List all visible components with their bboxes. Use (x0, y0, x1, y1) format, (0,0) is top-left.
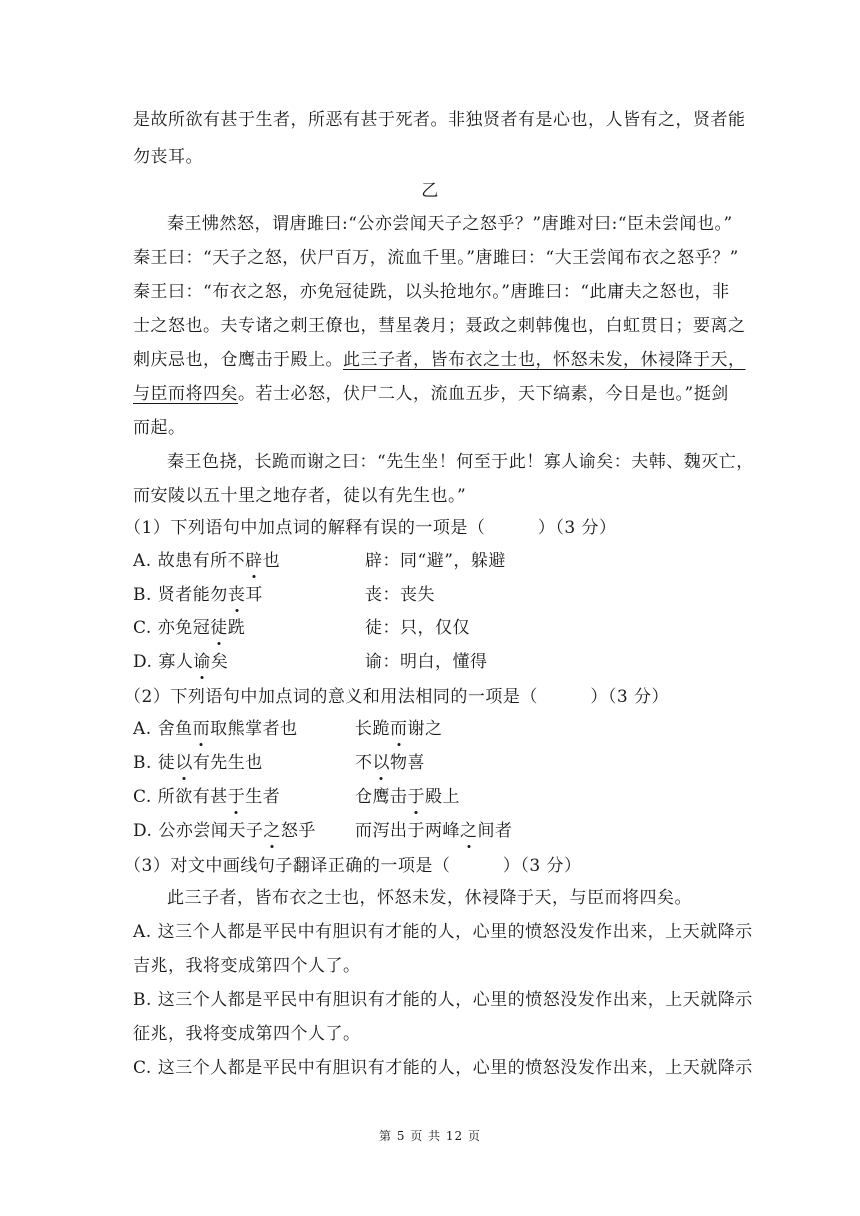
q3-option-b-line-2: 征兆，我将变成第四个人了。 (133, 1024, 361, 1044)
q3-option-c-line-1: C. 这三个人都是平民中有胆识有才能的人，心里的愤怒没发作出来，上天就降示 (133, 1058, 753, 1078)
option-text: B. 徒 (133, 753, 176, 773)
q2-option-c (133, 785, 460, 809)
option-text: 耳 (245, 585, 263, 605)
section-title: 乙 (421, 181, 439, 201)
passage-b-p2-line-2: 而安陵以五十里之地存者，徒以有先生也。” (133, 486, 467, 506)
q1-option-a (133, 549, 506, 573)
option-text: 怒乎 (280, 821, 316, 841)
option-text: C. 所欲有甚 (133, 787, 228, 807)
option-explanation: 丧：丧失 (365, 585, 435, 605)
q2-stem: （2）下列语句中加点词的意义和用法相同的一项是（ ）（3 分） (124, 687, 670, 707)
option-text: 仓鹰击 (355, 787, 408, 807)
option-text: A. 舍鱼 (133, 719, 193, 739)
option-text: 间者 (477, 821, 513, 841)
dotted-word: 而 (390, 719, 408, 739)
option-compare (355, 717, 443, 741)
option-text: 生者 (245, 787, 281, 807)
option-text: 物喜 (390, 753, 425, 773)
option-text: 有先生也 (192, 753, 263, 773)
q2-option-b (133, 751, 425, 775)
option-text: A. 故患有所不 (133, 551, 246, 571)
option-compare (355, 751, 425, 775)
q3-stem: （3）对文中画线句子翻译正确的一项是（ ）（3 分） (124, 856, 582, 876)
dotted-word: 辟 (245, 551, 263, 571)
passage-b-line-7: 而起。 (133, 418, 186, 438)
dotted-word: 谕 (193, 652, 211, 672)
passage-a-line-2: 勿丧耳。 (133, 147, 203, 167)
dotted-word: 之 (263, 821, 281, 841)
option-text: 谢之 (407, 719, 443, 739)
q1-option-b (133, 583, 435, 607)
q3-option-a-line-1: A. 这三个人都是平民中有胆识有才能的人，心里的愤怒没发作出来，上天就降示 (133, 922, 753, 942)
option-text: C. 亦免冠 (133, 618, 211, 638)
passage-b-line-1: 秦王怫然怒，谓唐雎曰:“公亦尝闻天子之怒乎？”唐雎对曰:“臣未尝闻也。” (167, 214, 733, 234)
option-compare (355, 819, 513, 843)
option-text: 殿上 (425, 787, 460, 807)
q1-stem: （1）下列语句中加点词的解释有误的一项是（ ）（3 分） (124, 518, 617, 538)
page-number: 第 5 页 共 12 页 (379, 1129, 481, 1143)
q3-option-b-line-1: B. 这三个人都是平民中有胆识有才能的人，心里的愤怒没发作出来，上天就降示 (133, 990, 753, 1010)
q1-option-d (133, 650, 488, 674)
passage-b-line-6 (133, 382, 729, 406)
option-compare (355, 785, 460, 809)
option-text: D. 寡人 (133, 652, 194, 672)
option-text: 长跪 (355, 719, 390, 739)
q3-option-a-line-2: 吉兆，我将变成第四个人了。 (133, 956, 361, 976)
option-text: 跣 (227, 618, 246, 638)
dotted-word: 之 (460, 821, 478, 841)
passage-b-line-3: 秦王曰：“布衣之怒，亦免冠徒跣，以头抢地尔。”唐雎曰：“此庸夫之怒也，非 (133, 282, 730, 302)
option-text: 取熊掌者也 (210, 719, 298, 739)
dotted-word: 徒 (210, 618, 228, 638)
q1-option-c (133, 616, 470, 640)
underlined-sentence: 此三子者，皆布衣之士也，怀怒未发，休祲降于天， (343, 350, 746, 370)
dotted-word: 以 (175, 753, 193, 773)
dotted-word: 于 (227, 787, 246, 807)
option-text: 不 (355, 753, 373, 773)
q2-option-d (133, 819, 513, 843)
option-text: 矣 (210, 652, 229, 672)
option-text: 而泻出于两峰 (355, 821, 460, 841)
dotted-word: 以 (372, 753, 390, 773)
q2-option-a (133, 717, 443, 741)
dotted-word: 丧 (227, 585, 246, 605)
passage-text: 。若士必怒，伏尸二人，流血五步，天下缟素，今日是也。”挺剑 (238, 384, 729, 404)
passage-b-p2-line-1: 秦王色挠，长跪而谢之曰：“先生坐！何至于此！寡人谕矣：夫韩、魏灭亡， (167, 452, 754, 472)
option-text: D. 公亦尝闻天子 (133, 821, 264, 841)
passage-b-line-5 (133, 348, 746, 372)
passage-a-line-1: 是故所欲有甚于生者，所恶有甚于死者。非独贤者有是心也，人皆有之，贤者能 (133, 110, 746, 130)
underlined-sentence: 与臣而将四矣 (133, 384, 238, 404)
q3-sentence: 此三子者，皆布衣之士也，怀怒未发，休祲降于天，与臣而将四矣。 (167, 888, 692, 908)
dotted-word: 而 (192, 719, 211, 739)
passage-b-line-2: 秦王曰：“天子之怒，伏尸百万，流血千里。”唐雎曰：“大王尝闻布衣之怒乎？” (133, 248, 739, 268)
passage-b-line-4: 士之怒也。夫专诸之刺王僚也，彗星袭月；聂政之刺韩傀也，白虹贯日；要离之 (133, 316, 746, 336)
option-explanation: 徒：只，仅仅 (365, 618, 470, 638)
option-explanation: 谕：明白，懂得 (365, 652, 488, 672)
option-text: 也 (262, 551, 281, 571)
option-text: B. 贤者能勿 (133, 585, 228, 605)
option-explanation: 辟：同“避”，躲避 (365, 551, 506, 571)
dotted-word: 于 (407, 787, 425, 807)
passage-text: 刺庆忌也，仓鹰击于殿上。 (133, 350, 343, 370)
